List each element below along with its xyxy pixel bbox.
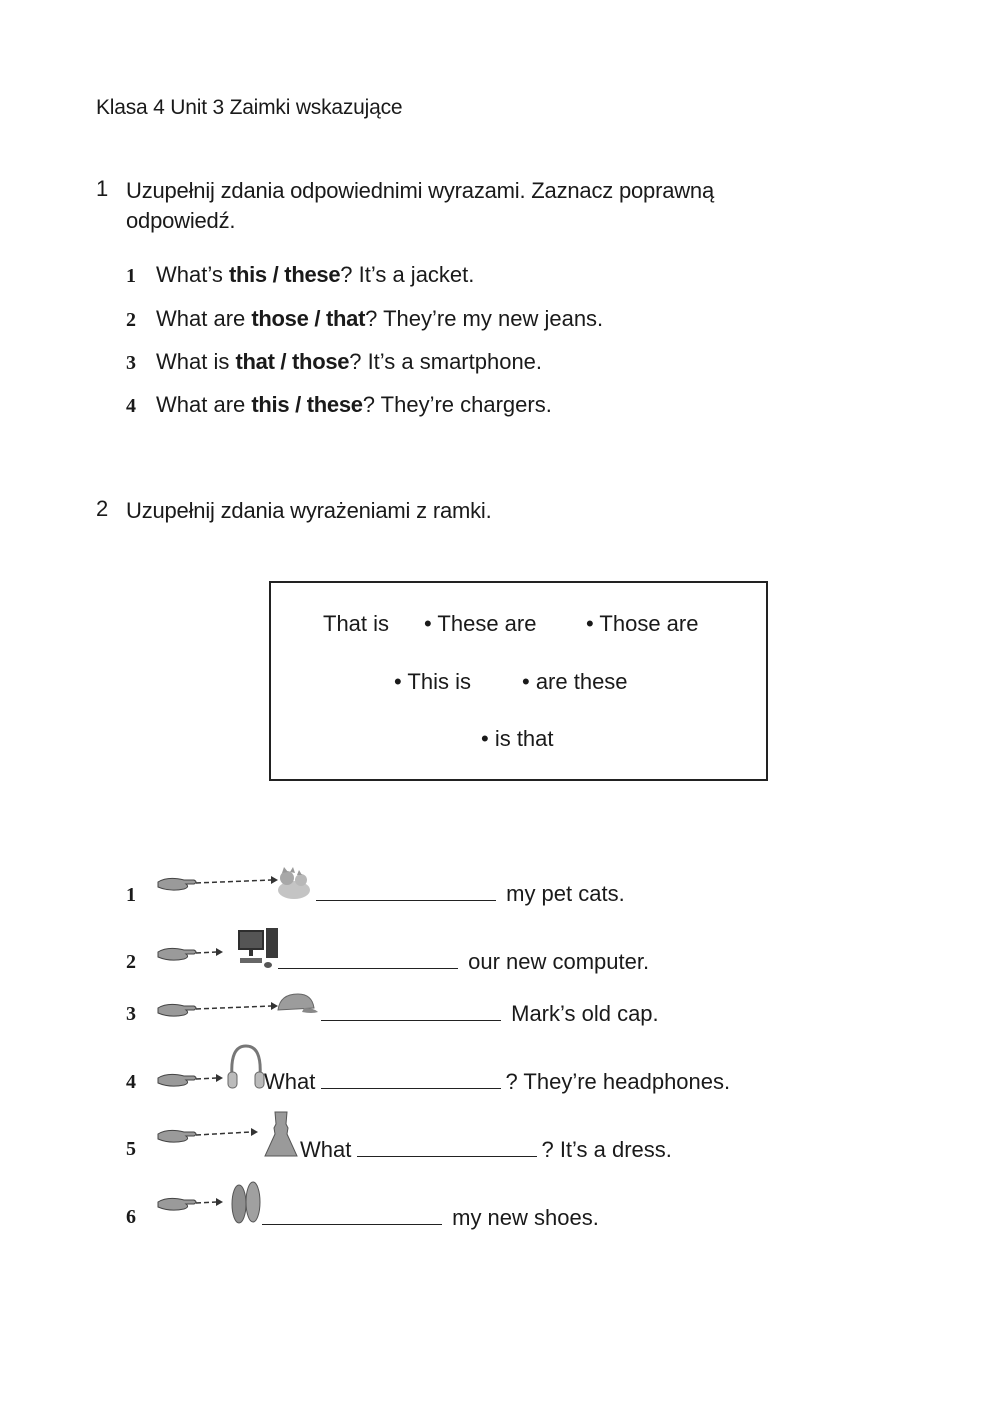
answer-blank[interactable] xyxy=(357,1136,537,1157)
pointing-hand-icon xyxy=(156,1186,236,1222)
list-item: 2 our new computer. xyxy=(126,926,826,986)
choice-option[interactable]: that / those xyxy=(235,349,350,374)
exercise-instruction: Uzupełnij zdania odpowiednimi wyrazami. Zaznacz poprawną xyxy=(126,178,714,203)
word-option: • Those are xyxy=(586,611,699,636)
word-option: • is that xyxy=(481,726,554,751)
dress-icon xyxy=(264,1110,298,1160)
exercise-number: 2 xyxy=(96,496,109,521)
word-option: • are these xyxy=(522,669,628,694)
shoes-icon xyxy=(230,1178,262,1226)
exercise-instruction-continued: odpowiedź. xyxy=(126,208,236,233)
list-item: 4 What are this / these? They’re chargers. xyxy=(126,392,552,417)
answer-blank[interactable] xyxy=(316,880,496,901)
word-option: • These are xyxy=(424,611,537,636)
word-option: • This is xyxy=(394,669,471,694)
exercise-number: 1 xyxy=(96,176,109,201)
headphones-icon xyxy=(226,1042,266,1092)
word-option: That is xyxy=(323,611,390,636)
list-item: 2 What are those / that? They’re my new jeans. xyxy=(126,306,604,331)
choice-option[interactable]: this / these xyxy=(228,262,341,287)
exercise-2-heading xyxy=(96,496,856,528)
cap-icon xyxy=(274,992,320,1020)
list-item: 3 What is that / those? It’s a smartphone. xyxy=(126,349,543,374)
list-item: 4 What ? They’re headphones. xyxy=(126,1042,826,1102)
choice-option[interactable]: those / that xyxy=(251,306,366,331)
answer-blank[interactable] xyxy=(321,1068,501,1089)
page-title: Klasa 4 Unit 3 Zaimki wskazujące xyxy=(96,96,403,119)
pointing-hand-icon xyxy=(156,1062,236,1098)
exercise-1-heading xyxy=(96,176,856,238)
list-item: 6 my new shoes. xyxy=(126,1178,826,1238)
answer-blank[interactable] xyxy=(321,1000,501,1021)
answer-blank[interactable] xyxy=(278,948,458,969)
answer-blank[interactable] xyxy=(262,1204,442,1225)
list-item: 1 my pet cats. xyxy=(126,866,826,926)
kitten-icon xyxy=(274,866,314,900)
list-item: 1 What’s this / these? It’s a jacket. xyxy=(126,262,475,287)
list-item: 3 Mark’s old cap. xyxy=(126,990,826,1050)
exercise-instruction: Uzupełnij zdania wyrażeniami z ramki. xyxy=(126,498,492,523)
computer-icon xyxy=(236,926,280,970)
pointing-hand-icon xyxy=(156,1118,266,1154)
pointing-hand-icon xyxy=(156,936,236,972)
list-item: 5 What ? It’s a dress. xyxy=(126,1110,826,1170)
choice-option[interactable]: this / these xyxy=(251,392,363,417)
